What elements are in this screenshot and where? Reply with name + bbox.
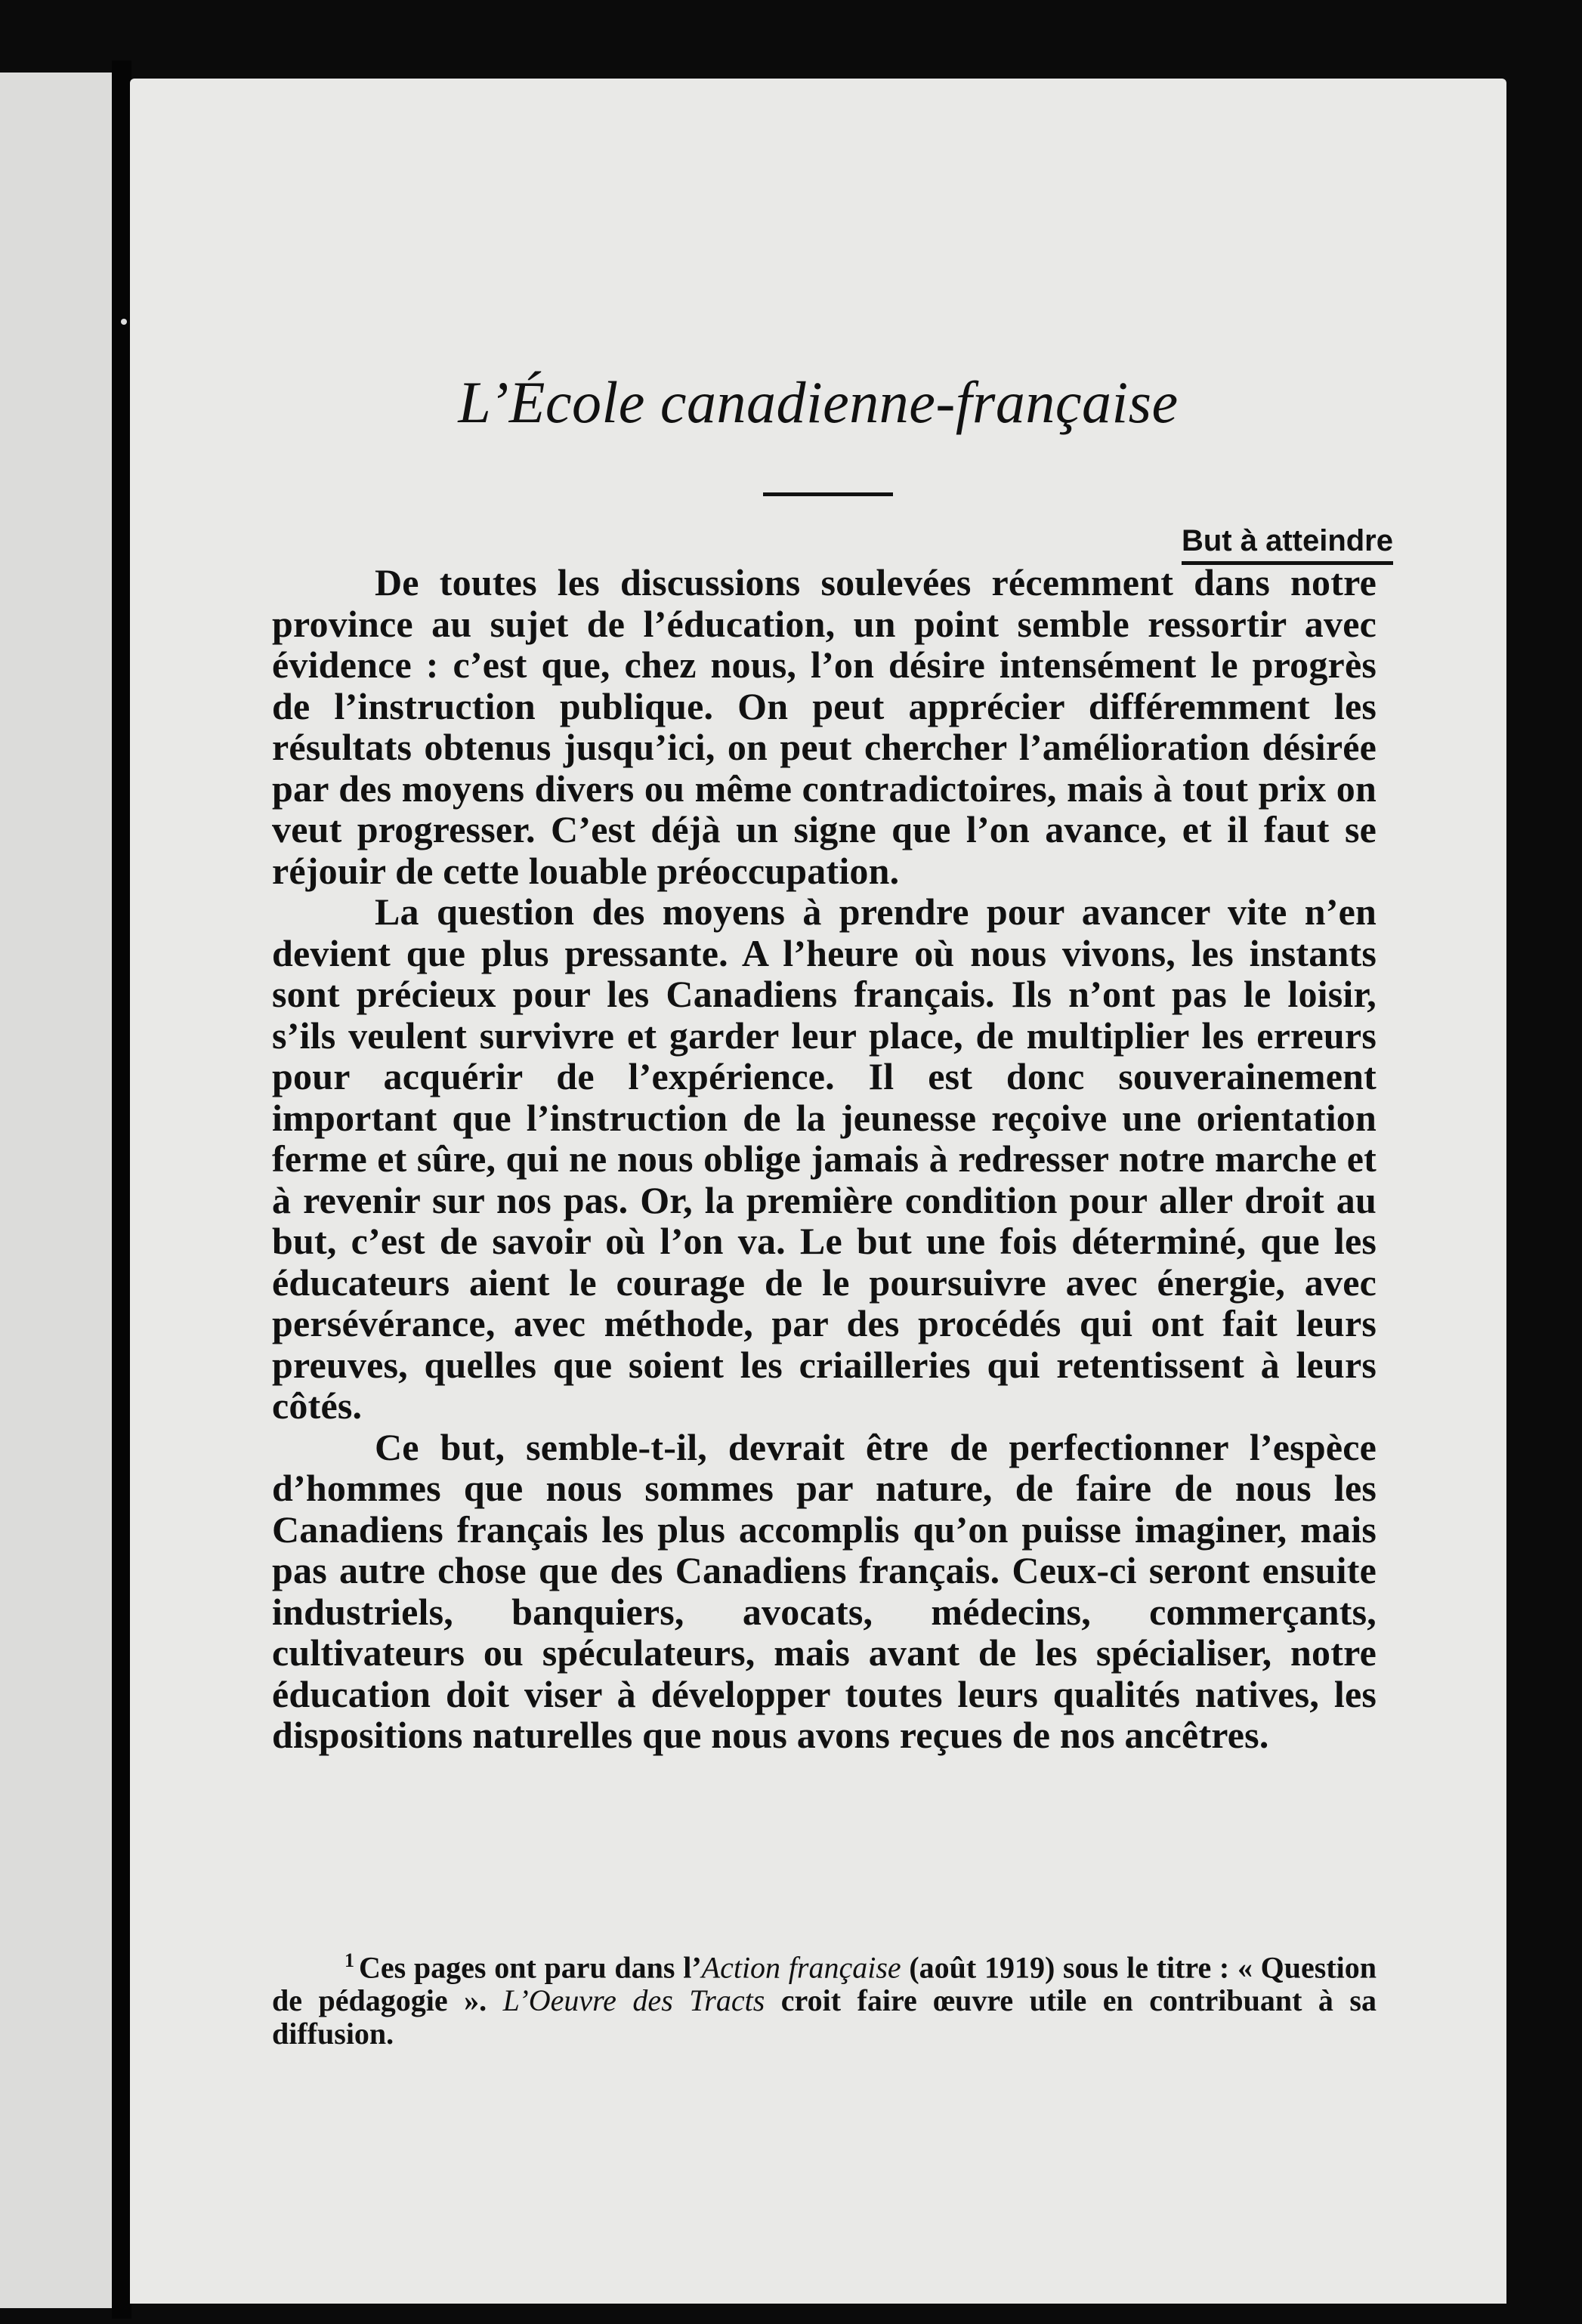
footnote-paragraph <box>272 1944 1377 2051</box>
title-rule <box>763 492 893 496</box>
footnote-publisher: L’Oeuvre des Tracts <box>502 1983 765 2018</box>
document-page <box>130 79 1506 2304</box>
paragraph: De toutes les discussions soulevées récemment dans notre province au sujet de l’éducation, un point semble ressortir avec évidence : c’est que, chez nous, l’on désire intensément le progrès de l’instruction publique. On peut apprécier différemment les résultats obtenus jusqu’ici, on peut chercher l’amélioration désirée par des moyens divers ou même contradictoires, mais à tout prix on veut progresser. C’est déjà un signe que l’on avance, et il faut se réjouir de cette louable préoccupation. <box>272 561 1377 892</box>
page-title: L’École canadienne-française <box>458 369 1179 435</box>
footnote <box>272 1944 1377 2051</box>
body-text <box>272 562 1377 1756</box>
footnote-marker: 1 <box>345 1949 354 1971</box>
section-heading: But à atteindre <box>1182 524 1393 565</box>
paragraph: La question des moyens à prendre pour avancer vite n’en devient que plus pressante. A l’heure où nous vivons, les instants sont précieux pour les Canadiens français. Ils n’ont pas le loisir, s’ils veulent survivre et garder leur place, de multiplier les erreurs pour acquérir de l’expérience. Il est donc souverainement important que l’instruction de la jeunesse reçoive une orientation ferme et sûre, qui ne nous oblige jamais à redresser notre marche et à revenir sur nos pas. Or, la première condition pour aller droit au but, c’est de savoir où l’on va. Le but une fois déterminé, que les éducateurs aient le courage de le poursuivre avec énergie, avec persévérance, avec méthode, par des procédés qui ont fait leurs preuves, quelles que soient les criailleries qui retentissent à leurs côtés. <box>272 890 1377 1427</box>
scan-speck <box>121 319 127 325</box>
book-gutter <box>112 60 131 2319</box>
facing-page-edge <box>0 73 112 2308</box>
footnote-text: (août 1919) sous le titre : « Question de pédagogie ». <box>272 1950 1377 2018</box>
footnote-text: croit faire œuvre utile en contribuant à sa diffusion. <box>272 1983 1377 2051</box>
footnote-text: Ces pages ont paru dans l’ <box>359 1950 702 1985</box>
paragraph: Ce but, semble-t-il, devrait être de perfectionner l’espèce d’hommes que nous sommes par nature, de faire de nous les Canadiens français les plus accomplis qu’on puisse imaginer, mais pas autre chose que des Canadiens français. Ceux-ci seront ensuite industriels, banquiers, avocats, médecins, commerçants, cultivateurs ou spéculateurs, mais avant de les spécialiser, notre éducation doit viser à développer toutes leurs qualités natives, les dispositions naturelles que nous avons reçues de nos ancêtres. <box>272 1425 1377 1756</box>
footnote-journal: Action française <box>701 1950 901 1985</box>
